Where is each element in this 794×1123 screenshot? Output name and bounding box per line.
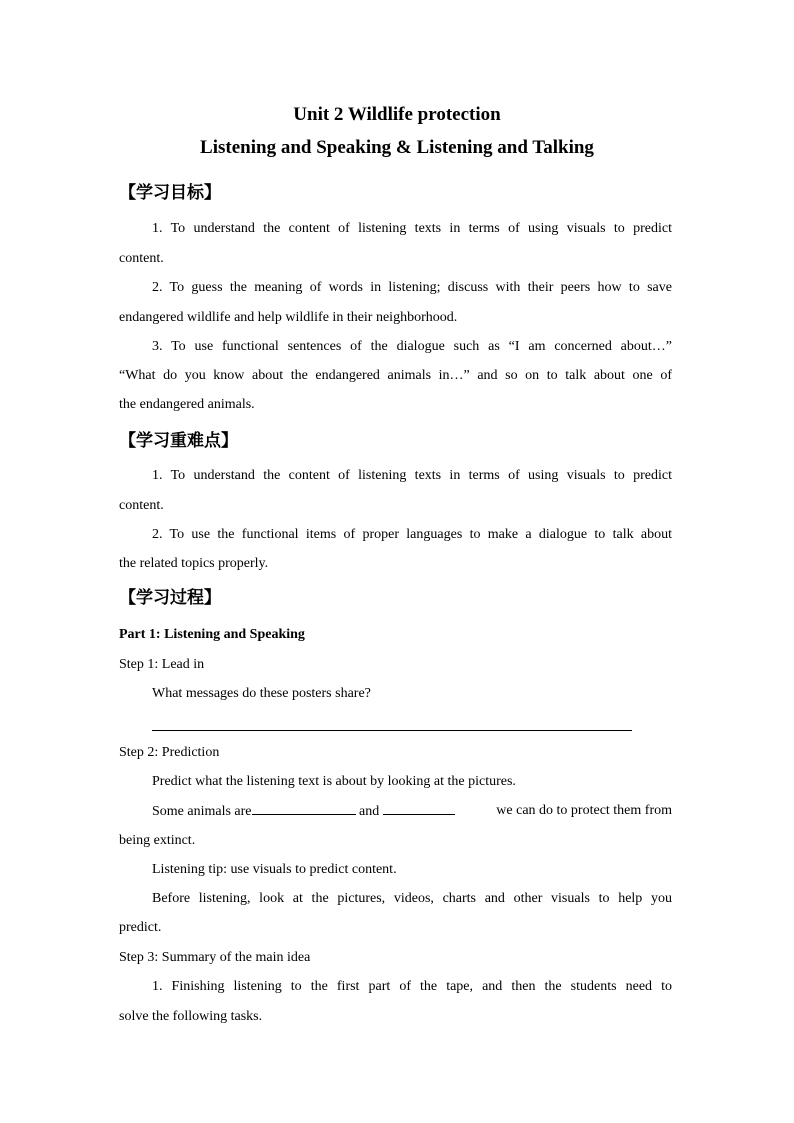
blank-1[interactable] [252,802,356,815]
step-3-label: Step 3: Summary of the main idea [119,950,311,965]
key-point-1-line-2: content. [119,498,164,513]
objective-1-line-1: 1. To understand the content of listening texts in terms of using visuals to predict [152,221,672,236]
answer-line[interactable] [152,730,632,731]
key-points-heading: 【学习重难点】 [119,431,238,451]
objective-2-line-2: endangered wildlife and help wildlife in their neighborhood. [119,310,458,325]
fill-sentence-start: Some animals are [152,804,252,819]
step-1-label: Step 1: Lead in [119,657,205,672]
step-3-line-1: 1. Finishing listening to the first part of the tape, and then the students need to [152,979,672,994]
step-3-line-2: solve the following tasks. [119,1009,263,1024]
process-heading: 【学习过程】 [119,588,221,608]
objective-3-line-3: the endangered animals. [119,397,255,412]
step-2-instruction: Predict what the listening text is about by looking at the pictures. [152,774,516,789]
document-subtitle: Listening and Speaking & Listening and Talking [200,137,594,158]
objective-3-line-2: “What do you know about the endangered animals in…” and so on to talk about one of [119,368,672,383]
key-point-2-line-2: the related topics properly. [119,556,269,571]
objective-3-line-1: 3. To use functional sentences of the dialogue such as “I am concerned about…” [152,339,672,354]
step-2-label: Step 2: Prediction [119,745,220,760]
fill-sentence-end: we can do to protect them from [496,803,672,818]
before-listening-line-2: predict. [119,920,162,935]
step-2-fill-sentence-end: being extinct. [119,833,196,848]
listening-tip: Listening tip: use visuals to predict content. [152,862,397,877]
blank-2[interactable] [383,802,455,815]
step-2-fill-sentence [152,802,672,821]
step-1-question: What messages do these posters share? [152,686,371,701]
objective-2-line-1: 2. To guess the meaning of words in listening; discuss with their peers how to save [152,280,672,295]
objective-1-line-2: content. [119,251,164,266]
document-title: Unit 2 Wildlife protection [293,104,501,125]
part-1-heading: Part 1: Listening and Speaking [119,627,305,642]
objectives-heading: 【学习目标】 [119,183,221,203]
before-listening-line-1: Before listening, look at the pictures, videos, charts and other visuals to help you [152,891,672,906]
key-point-1-line-1: 1. To understand the content of listening texts in terms of using visuals to predict [152,468,672,483]
fill-sentence-and: and [359,804,380,819]
key-point-2-line-1: 2. To use the functional items of proper languages to make a dialogue to talk about [152,527,672,542]
